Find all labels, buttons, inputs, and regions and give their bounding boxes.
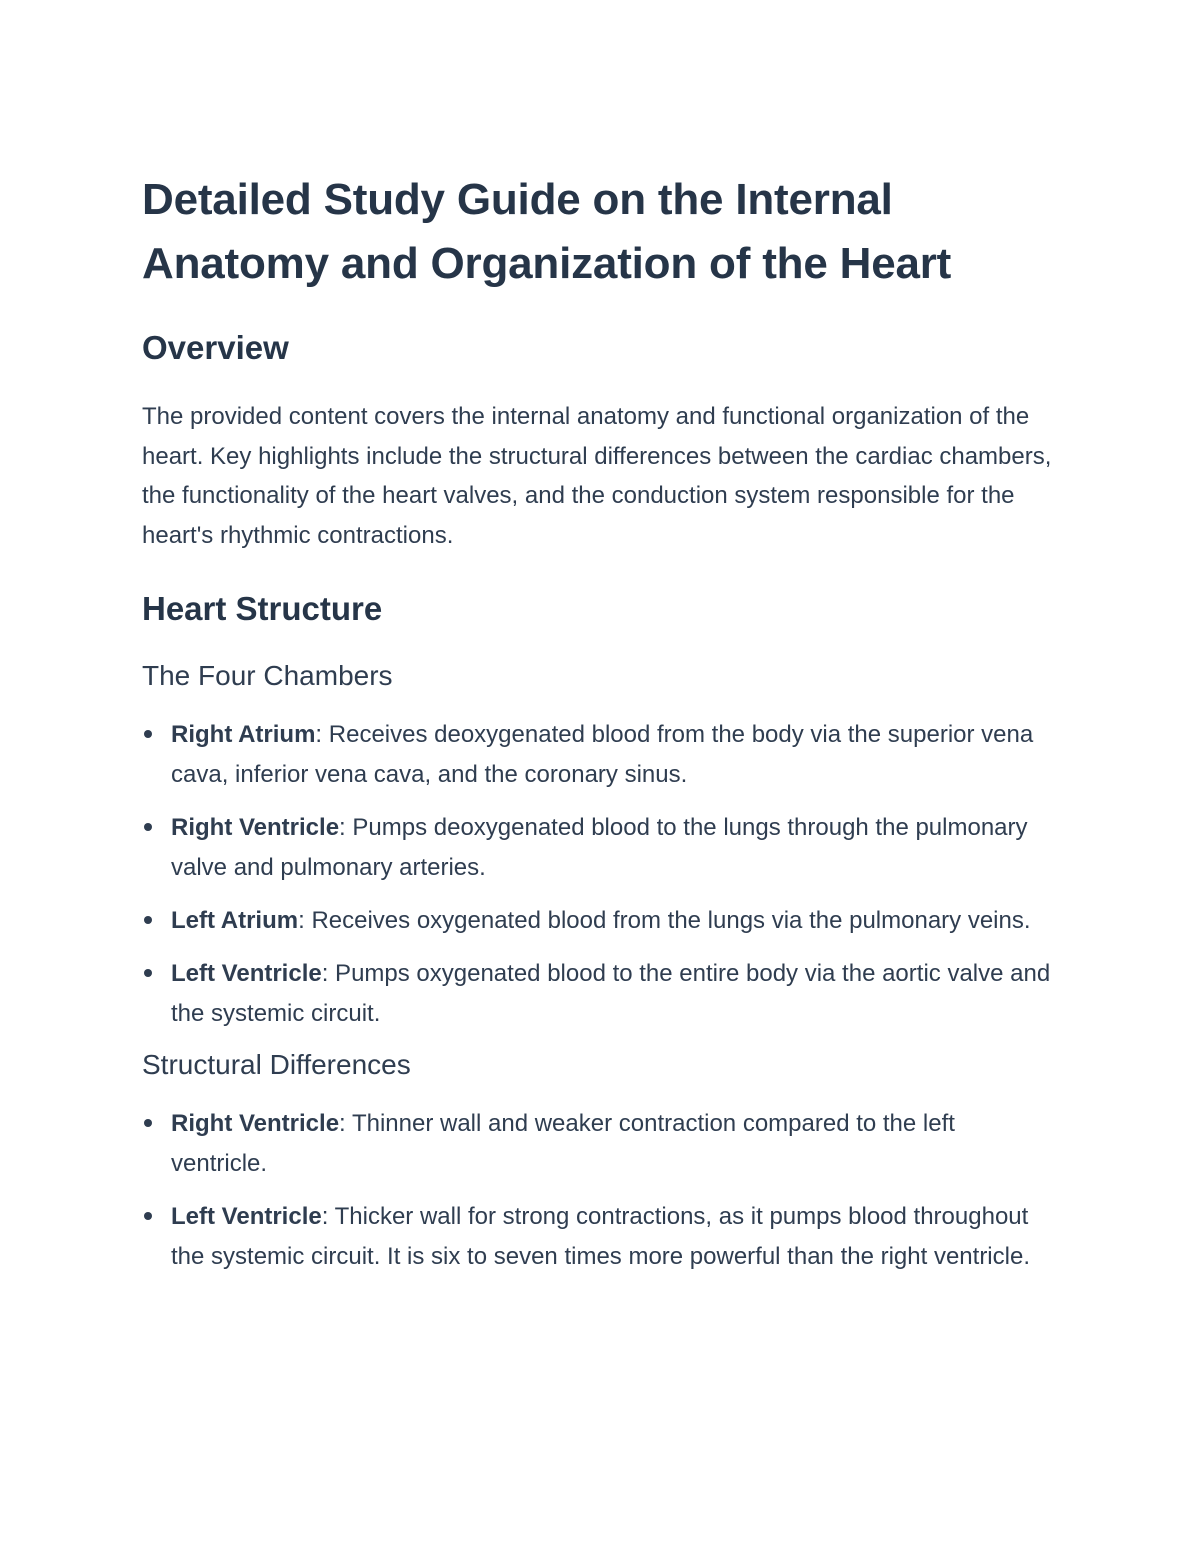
bullet-icon [144,823,152,831]
page-title: Detailed Study Guide on the Internal Anatomy and Organization of the Heart [142,175,952,288]
structural-differences-list [142,1104,1052,1277]
bullet-icon [144,916,152,924]
list-item [142,954,1052,1034]
four-chambers-heading: The Four Chambers [142,660,393,691]
list-item-text: : Receives oxygenated blood from the lungs via the pulmonary veins. [298,907,1031,934]
list-item-term: Right Atrium [171,721,316,748]
list-item-term: Left Ventricle [171,1203,322,1230]
list-item-text: : Pumps deoxygenated blood to the lungs through the pulmonary valve and pulmonary arteries. [171,814,1028,881]
heart-structure-heading: Heart Structure [142,590,383,627]
list-item [142,1104,1052,1184]
bullet-icon [144,1119,152,1127]
list-item-term: Right Ventricle [171,1110,340,1137]
overview-heading: Overview [142,329,289,366]
overview-paragraph: The provided content covers the internal anatomy and functional organization of the heart. Key highlights include the structural differences between the cardiac chambers, the functionality of the heart valves, and the conduction system responsible for the heart's rhythmic contractions. [142,403,1052,549]
document-page [142,168,1052,1277]
list-item-text: : Pumps oxygenated blood to the entire body via the aortic valve and the systemic circuit. [171,960,1051,1027]
list-item-term: Right Ventricle [171,814,340,841]
list-item [142,715,1052,795]
list-item-text: : Thicker wall for strong contractions, as it pumps blood throughout the systemic circuit. It is six to seven times more powerful than the right ventricle. [171,1203,1030,1270]
list-item [142,808,1052,888]
list-item-term: Left Atrium [171,907,299,934]
list-item [142,1197,1052,1277]
list-item-text: : Thinner wall and weaker contraction compared to the left ventricle. [171,1110,955,1177]
four-chambers-list [142,715,1052,1034]
structural-differences-heading: Structural Differences [142,1049,411,1080]
list-item-text: : Receives deoxygenated blood from the body via the superior vena cava, inferior vena cava, and the coronary sinus. [171,721,1034,788]
list-item [142,901,1052,941]
bullet-icon [144,730,152,738]
list-item-term: Left Ventricle [171,960,322,987]
bullet-icon [144,969,152,977]
bullet-icon [144,1212,152,1220]
